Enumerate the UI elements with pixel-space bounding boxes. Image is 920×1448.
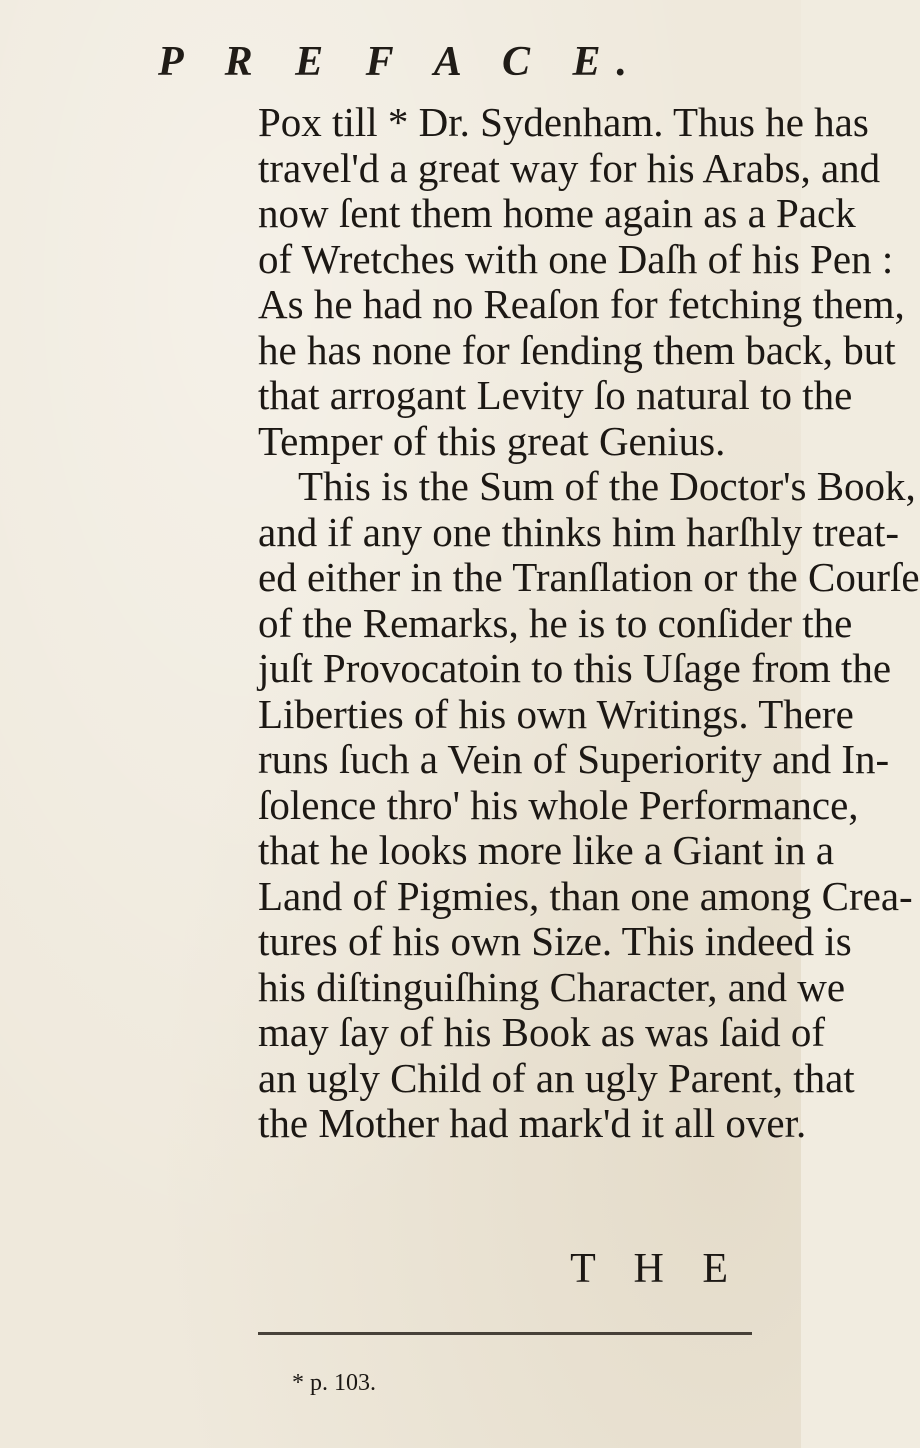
body-text <box>258 99 920 1147</box>
text-line: the Mother had mark'd it all over. <box>258 1100 807 1146</box>
text-line: of the Remarks, he is to conſider the <box>258 599 853 646</box>
text-line: As he had no Reaſon for fetching them, <box>258 281 905 327</box>
text-line: juſt Provocatoin to this Uſage from the <box>258 645 892 691</box>
text-line: that arrogant Levity ſo natural to the <box>258 372 853 418</box>
text-line: Temper of this great Genius. <box>258 417 726 464</box>
text-line: may ſay of his Book as was ſaid of <box>258 1009 826 1055</box>
text-line: an ugly Child of an ugly Parent, that <box>258 1054 855 1101</box>
text-line: ed either in the Tranſlation or the Courſe <box>258 554 920 600</box>
catchword: T H E <box>570 1246 742 1292</box>
text-line: runs ſuch a Vein of Superiority and In- <box>258 736 890 782</box>
text-line: Land of Pigmies, than one among Crea- <box>258 872 913 919</box>
text-line: that he looks more like a Giant in a <box>258 827 835 873</box>
text-line: This is the Sum of the Doctor's Book, <box>298 463 916 509</box>
text-line: travel'd a great way for his Arabs, and <box>258 144 881 191</box>
text-line: tures of his own Size. This indeed is <box>258 918 852 964</box>
footnote-rule <box>258 1332 752 1335</box>
footnote: * p. 103. <box>292 1370 376 1396</box>
text-line: and if any one thinks him harſhly treat- <box>258 508 900 555</box>
running-head: P R E F A C E. <box>157 39 644 85</box>
text-line: his diſtinguiſhing Character, and we <box>258 963 846 1010</box>
text-line: he has none for ſending them back, but <box>258 326 896 373</box>
text-line: now ſent them home again as a Pack <box>258 190 856 236</box>
text-line: of Wretches with one Daſh of his Pen : <box>258 235 894 282</box>
text-line: Liberties of his own Writings. There <box>258 690 854 737</box>
text-line: ſolence thro' his whole Performance, <box>258 781 859 828</box>
text-line: Pox till * Dr. Sydenham. Thus he has <box>258 99 869 145</box>
